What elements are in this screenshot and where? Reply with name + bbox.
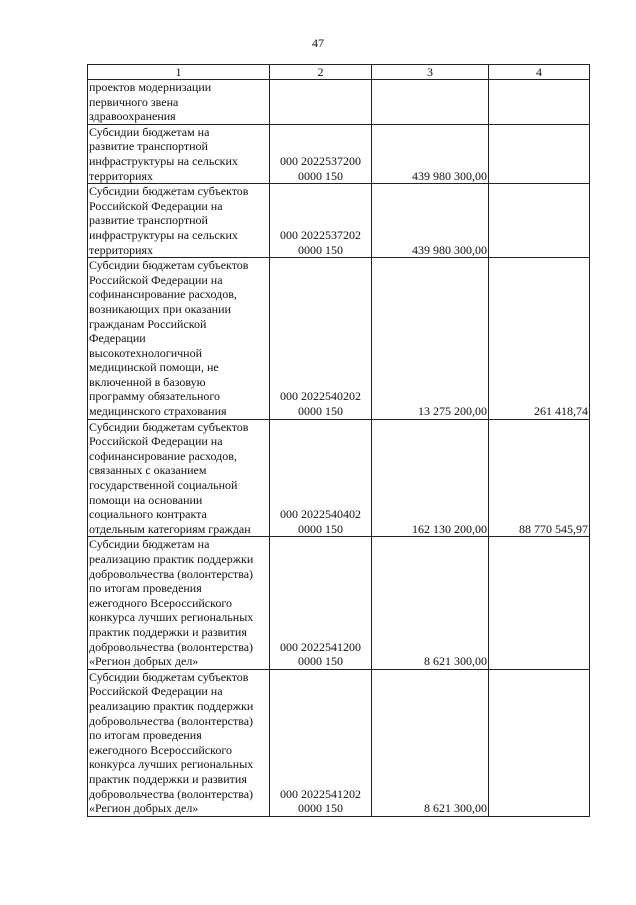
page-number: 47 <box>312 36 324 50</box>
row-code: 000 2022541200 0000 150 <box>270 537 372 669</box>
table-header <box>88 65 590 80</box>
row-executed <box>489 80 590 125</box>
column-header-3: 3 <box>372 65 489 80</box>
table-row <box>88 184 590 258</box>
row-code <box>270 80 372 125</box>
row-name: Субсидии бюджетам субъектов Российской Федерации на реализацию практик поддержки добровольчества (волонтерства) по итогам проведения ежегодного Всероссийского конкурса лучших региональных практик поддержки и развития добровольчества (волонтерства) «Регион добрых дел» <box>88 669 270 816</box>
row-code: 000 2022541202 0000 150 <box>270 669 372 816</box>
row-code: 000 2022540402 0000 150 <box>270 419 372 537</box>
row-name: проектов модернизации первичного звена здравоохранения <box>88 80 270 125</box>
row-executed: 88 770 545,97 <box>489 419 590 537</box>
column-header-4: 4 <box>489 65 590 80</box>
row-executed <box>489 184 590 258</box>
row-code: 000 2022540202 0000 150 <box>270 258 372 420</box>
budget-table <box>87 64 590 817</box>
row-name: Субсидии бюджетам субъектов Российской Федерации на развитие транспортной инфраструктуры на сельских территориях <box>88 184 270 258</box>
row-code: 000 2022537202 0000 150 <box>270 184 372 258</box>
row-amount: 162 130 200,00 <box>372 419 489 537</box>
row-name: Субсидии бюджетам субъектов Российской Федерации на софинансирование расходов, связанных с оказанием государственной социальной помощи на основании социального контракта отдельным категориям граждан <box>88 419 270 537</box>
row-name: Субсидии бюджетам на реализацию практик поддержки добровольчества (волонтерства) по итогам проведения ежегодного Всероссийского конкурса лучших региональных практик поддержки и развития добровольчества (волонтерства) «Регион добрых дел» <box>88 537 270 669</box>
row-code: 000 2022537200 0000 150 <box>270 124 372 183</box>
row-amount: 439 980 300,00 <box>372 124 489 183</box>
table-row <box>88 537 590 669</box>
row-amount: 8 621 300,00 <box>372 669 489 816</box>
column-header-2: 2 <box>270 65 372 80</box>
row-executed <box>489 537 590 669</box>
column-header-1: 1 <box>88 65 270 80</box>
row-amount <box>372 80 489 125</box>
table-row <box>88 419 590 537</box>
row-executed <box>489 669 590 816</box>
row-name: Субсидии бюджетам субъектов Российской Федерации на софинансирование расходов, возникающих при оказании гражданам Российской Федерации высокотехнологичной медицинской помощи, не включенной в базовую программу обязательного медицинского страхования <box>88 258 270 420</box>
table-row <box>88 669 590 816</box>
table-body <box>88 80 590 817</box>
row-amount: 13 275 200,00 <box>372 258 489 420</box>
table-row <box>88 124 590 183</box>
row-executed <box>489 124 590 183</box>
row-amount: 439 980 300,00 <box>372 184 489 258</box>
table-row <box>88 258 590 420</box>
row-name: Субсидии бюджетам на развитие транспортной инфраструктуры на сельских территориях <box>88 124 270 183</box>
header-row <box>88 65 590 80</box>
row-amount: 8 621 300,00 <box>372 537 489 669</box>
table-row <box>88 80 590 125</box>
row-executed: 261 418,74 <box>489 258 590 420</box>
